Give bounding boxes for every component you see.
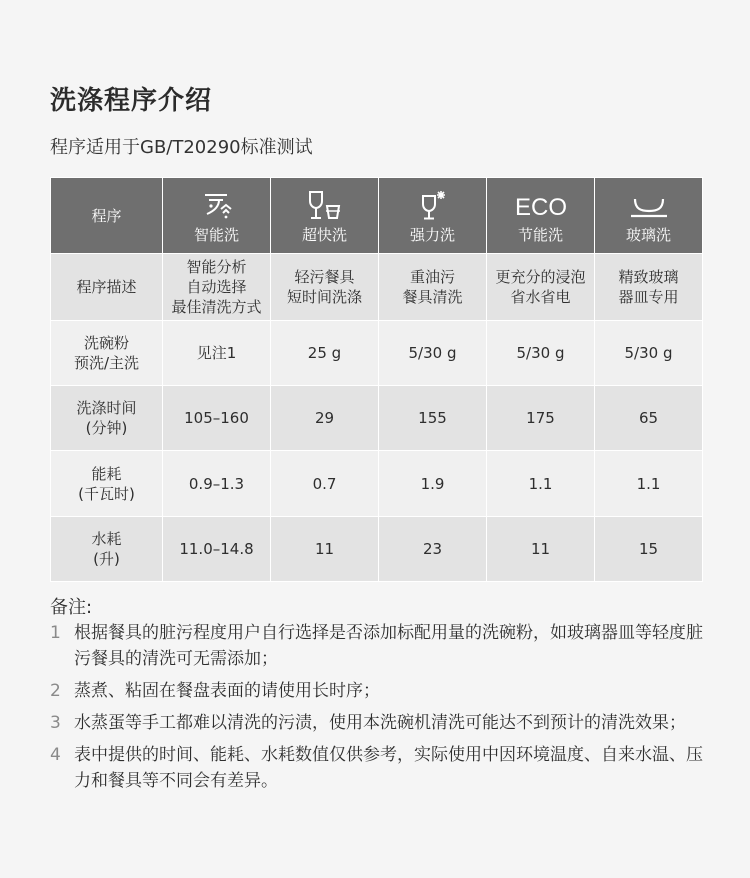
page-subtitle: 程序适用于GB/T20290标准测试: [50, 137, 313, 158]
table-cell: 1.1: [487, 451, 595, 517]
table-cell: 175: [487, 386, 595, 451]
table-cell: 15: [595, 517, 703, 582]
table-row-wash-time: [51, 386, 703, 451]
table-cell: 1.9: [379, 451, 487, 517]
note-text: 水蒸蛋等手工都难以清洗的污渍，使用本洗碗机清洗可能达不到预计的清洗效果；: [74, 713, 686, 733]
svg-text:ECO: ECO: [514, 193, 567, 221]
note-text: 根据餐具的脏污程度用户自行选择是否添加标配用量的洗碗粉，如玻璃器皿等轻度脏污餐具的清洗可无需添加；: [74, 623, 703, 669]
header-eco-wash: [487, 178, 595, 254]
table-cell: 更充分的浸泡 省水省电: [487, 254, 595, 321]
note-item: [50, 742, 710, 794]
table-cell: 智能分析 自动选择 最佳清洗方式: [163, 254, 271, 321]
table-cell: 11.0–14.8: [163, 517, 271, 582]
smart-wash-icon: [163, 189, 270, 221]
program-name-glass-wash: 玻璃洗: [625, 225, 671, 244]
table-cell: 0.9–1.3: [163, 451, 271, 517]
note-text: 表中提供的时间、能耗、水耗数值仅供参考，实际使用中因环境温度、自来水温、压力和餐具等不同会有差异。: [74, 745, 703, 791]
program-name-quick-wash: 超快洗: [301, 225, 347, 244]
table-cell: 轻污餐具 短时间洗涤: [271, 254, 379, 321]
table-cell: 精致玻璃 器皿专用: [595, 254, 703, 321]
header-glass-wash: [595, 178, 703, 254]
table-row-energy: [51, 451, 703, 517]
table-cell: 25 g: [271, 321, 379, 386]
note-number: 4: [50, 745, 61, 765]
header-program: 程序: [51, 178, 163, 254]
program-table: [50, 177, 703, 582]
table-cell: 5/30 g: [379, 321, 487, 386]
notes-list: [50, 620, 710, 800]
table-row-description: [51, 254, 703, 321]
note-number: 2: [50, 681, 61, 701]
glass-bowl-icon: [595, 189, 702, 221]
table-cell: 105–160: [163, 386, 271, 451]
table-cell: 11: [487, 517, 595, 582]
header-intensive-wash: [379, 178, 487, 254]
notes-title: 备注:: [50, 597, 93, 618]
table-cell: 5/30 g: [487, 321, 595, 386]
program-name-intensive-wash: 强力洗: [409, 225, 455, 244]
table-cell: 见注1: [163, 321, 271, 386]
note-item: [50, 620, 710, 672]
table-row-water: [51, 517, 703, 582]
note-number: 1: [50, 623, 61, 643]
table-cell: 65: [595, 386, 703, 451]
table-cell: 0.7: [271, 451, 379, 517]
program-name-smart-wash: 智能洗: [193, 225, 239, 244]
note-number: 3: [50, 713, 61, 733]
note-text: 蒸煮、粘固在餐盘表面的请使用长时序；: [74, 681, 380, 701]
row-label: 洗碗粉 预洗/主洗: [51, 321, 163, 386]
table-cell: 23: [379, 517, 487, 582]
page-title: 洗涤程序介绍: [50, 86, 213, 116]
note-item: [50, 710, 710, 736]
program-name-eco-wash: 节能洗: [517, 225, 563, 244]
table-cell: 11: [271, 517, 379, 582]
quick-wash-icon: [271, 189, 378, 221]
header-smart-wash: [163, 178, 271, 254]
intensive-wash-icon: [379, 189, 486, 221]
row-label: 能耗 (千瓦时): [51, 451, 163, 517]
header-quick-wash: [271, 178, 379, 254]
table-row-detergent: [51, 321, 703, 386]
table-cell: 1.1: [595, 451, 703, 517]
eco-icon: [487, 189, 594, 221]
table-cell: 重油污 餐具清洗: [379, 254, 487, 321]
note-item: [50, 678, 710, 704]
row-label: 水耗 (升): [51, 517, 163, 582]
table-cell: 5/30 g: [595, 321, 703, 386]
table-header-row: [51, 178, 703, 254]
table-cell: 155: [379, 386, 487, 451]
table-cell: 29: [271, 386, 379, 451]
row-label: 程序描述: [51, 254, 163, 321]
row-label: 洗涤时间 (分钟): [51, 386, 163, 451]
